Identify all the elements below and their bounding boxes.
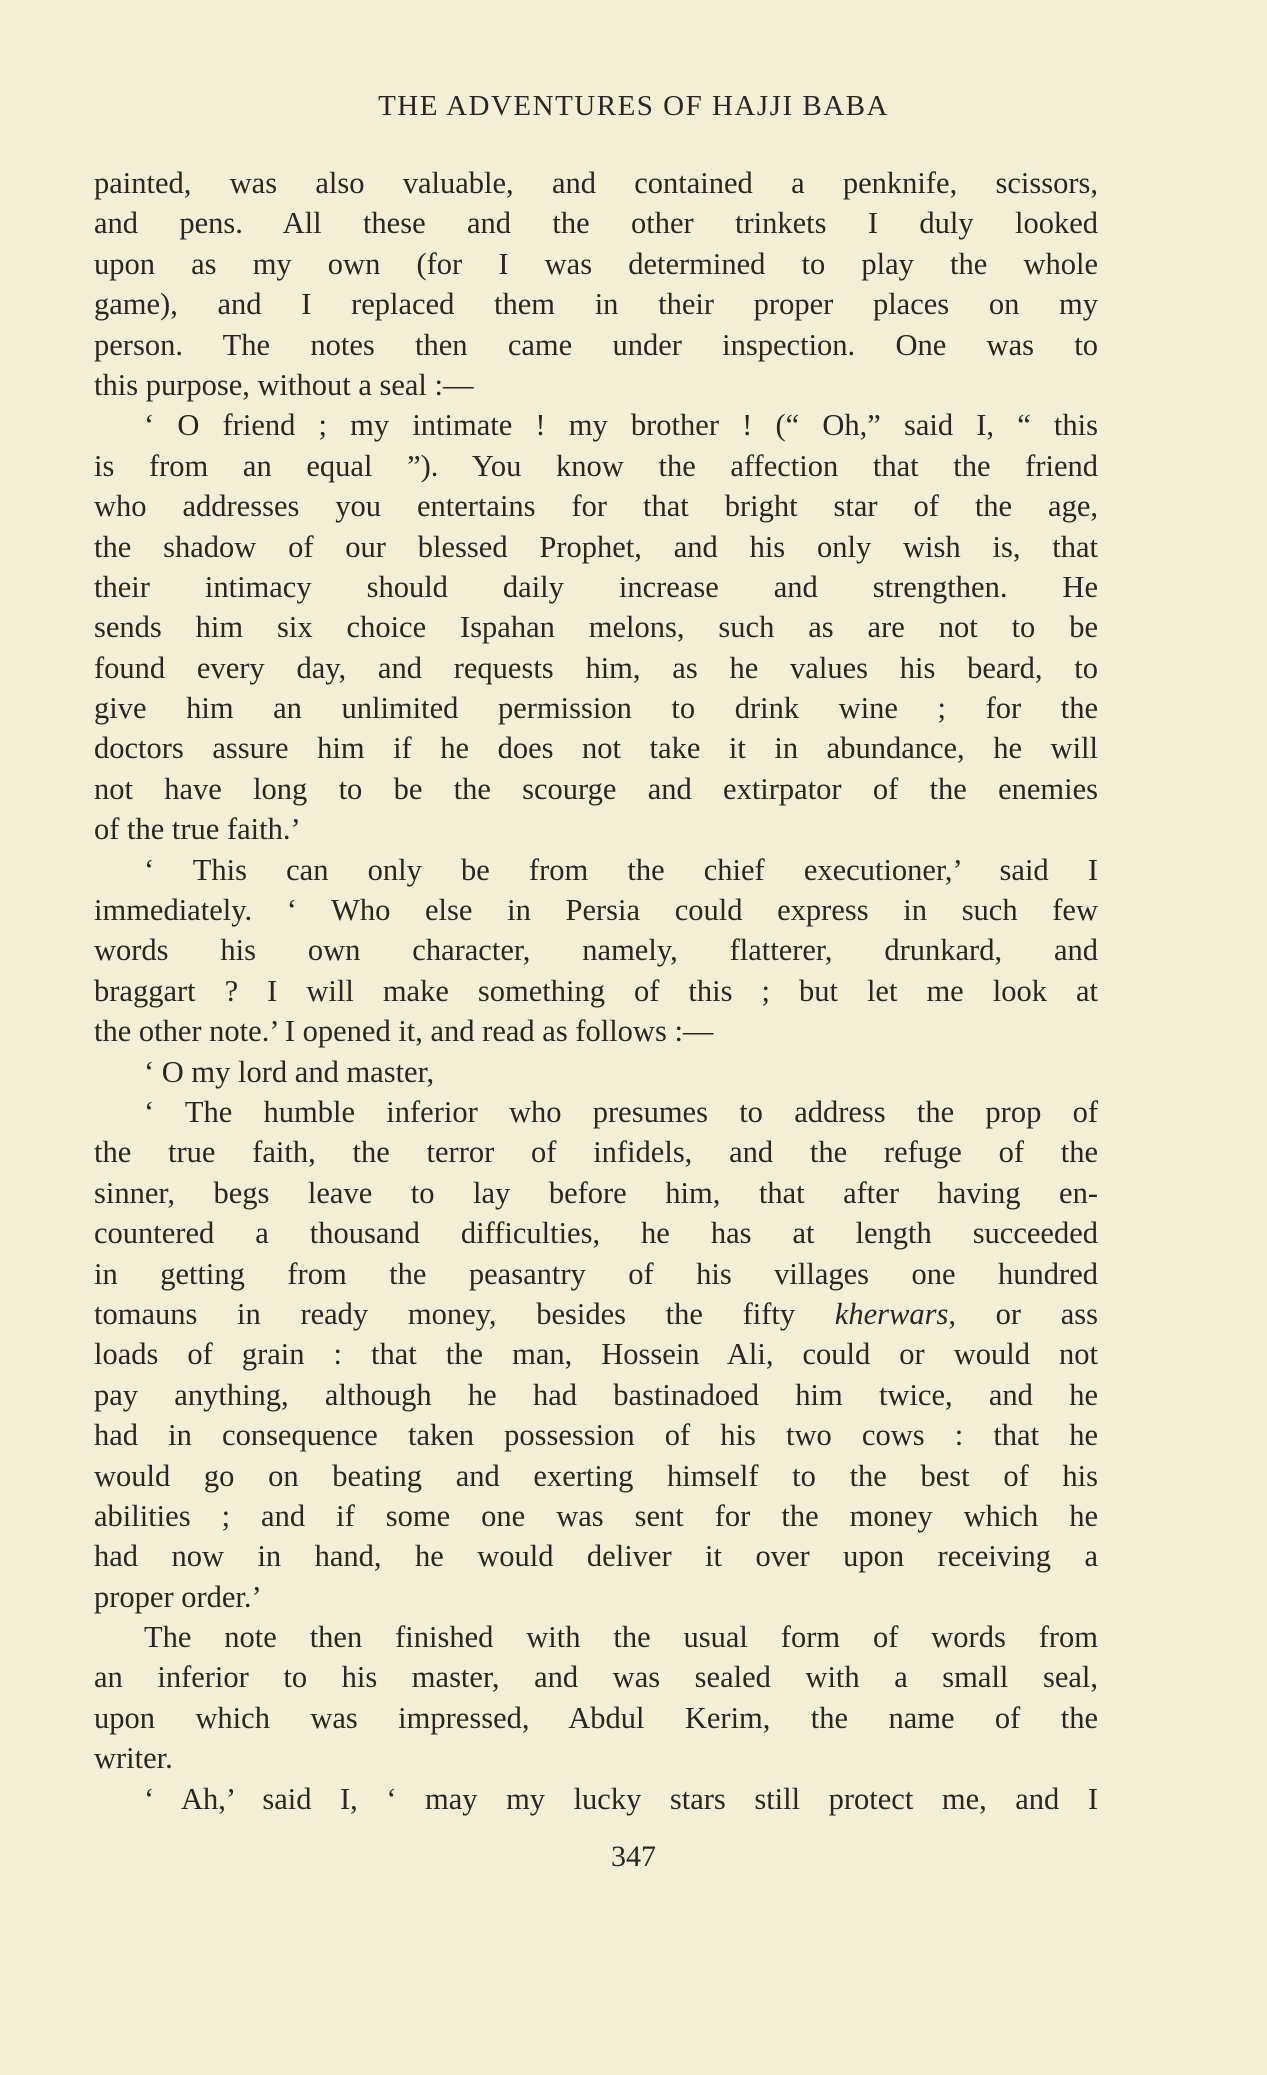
text-line: this purpose, without a seal :— (94, 367, 474, 402)
text-line: of the true faith.’ (94, 812, 301, 847)
text-line: had in consequence taken possession of his two cows : that he (94, 1418, 1098, 1453)
text-line: braggart ? I will make something of this ; but let me look at (94, 973, 1098, 1008)
text-line: sinner, begs leave to lay before him, that after having en- (94, 1175, 1098, 1210)
text-line: not have long to be the scourge and extirpator of the enemies (94, 771, 1098, 806)
text-line: immediately. ‘ Who else in Persia could express in such few (94, 893, 1098, 928)
text-line: writer. (94, 1741, 173, 1776)
text-line: The note then finished with the usual form of words from (144, 1620, 1098, 1655)
text-line: proper order.’ (94, 1579, 262, 1614)
body-text (94, 163, 1098, 1819)
text-line: person. The notes then came under inspection. One was to (94, 327, 1098, 362)
text-line: ‘ O friend ; my intimate ! my brother ! (“ Oh,” said I, “ this (144, 408, 1098, 443)
text-line: upon as my own (for I was determined to play the whole (94, 246, 1098, 281)
text-line: give him an unlimited permission to drink wine ; for the (94, 691, 1098, 726)
italic-term: kherwars (834, 1296, 949, 1331)
text-line: found every day, and requests him, as he values his beard, to (94, 650, 1098, 685)
text-line: ‘ Ah,’ said I, ‘ may my lucky stars still protect me, and I (144, 1781, 1098, 1816)
text-line: words his own character, namely, flatterer, drunkard, and (94, 933, 1098, 968)
text-line: painted, was also valuable, and contained a penknife, scissors, (94, 166, 1098, 200)
text-line: an inferior to his master, and was sealed with a small seal, (94, 1660, 1098, 1695)
text-line: ‘ The humble inferior who presumes to address the prop of (144, 1094, 1098, 1129)
text-line: is from an equal ”). You know the affection that the friend (94, 448, 1098, 483)
text-line: their intimacy should daily increase and strengthen. He (94, 569, 1098, 604)
text-line: pay anything, although he had bastinadoed him twice, and he (94, 1377, 1098, 1412)
text-line: and pens. All these and the other trinkets I duly looked (94, 206, 1098, 241)
text-line: in getting from the peasantry of his villages one hundred (94, 1256, 1098, 1291)
text-line: loads of grain : that the man, Hossein Ali, could or would not (94, 1337, 1098, 1372)
text-line: tomauns in ready money, besides the fifty kherwars, or ass (94, 1296, 1098, 1331)
text-line: who addresses you entertains for that bright star of the age, (94, 489, 1098, 524)
running-head: THE ADVENTURES OF HAJJI BABA (378, 90, 889, 122)
text-line: upon which was impressed, Abdul Kerim, the name of the (94, 1700, 1098, 1735)
text-line: sends him six choice Ispahan melons, such as are not to be (94, 610, 1098, 645)
text-line: ‘ This can only be from the chief executioner,’ said I (144, 852, 1098, 887)
text-line: game), and I replaced them in their proper places on my (94, 287, 1098, 322)
text-line: the true faith, the terror of infidels, and the refuge of the (94, 1135, 1098, 1170)
text-line: countered a thousand difficulties, he has at length succeeded (94, 1216, 1098, 1251)
text-line: the shadow of our blessed Prophet, and his only wish is, that (94, 529, 1098, 564)
text-line: the other note.’ I opened it, and read as follows :— (94, 1014, 714, 1049)
text-line: had now in hand, he would deliver it over upon receiving a (94, 1539, 1098, 1574)
text-line: abilities ; and if some one was sent for the money which he (94, 1498, 1098, 1533)
text-line: would go on beating and exerting himself to the best of his (94, 1458, 1098, 1493)
text-line: doctors assure him if he does not take it in abundance, he will (94, 731, 1098, 766)
text-line: ‘ O my lord and master, (144, 1054, 435, 1089)
page-number: 347 (611, 1840, 656, 1873)
